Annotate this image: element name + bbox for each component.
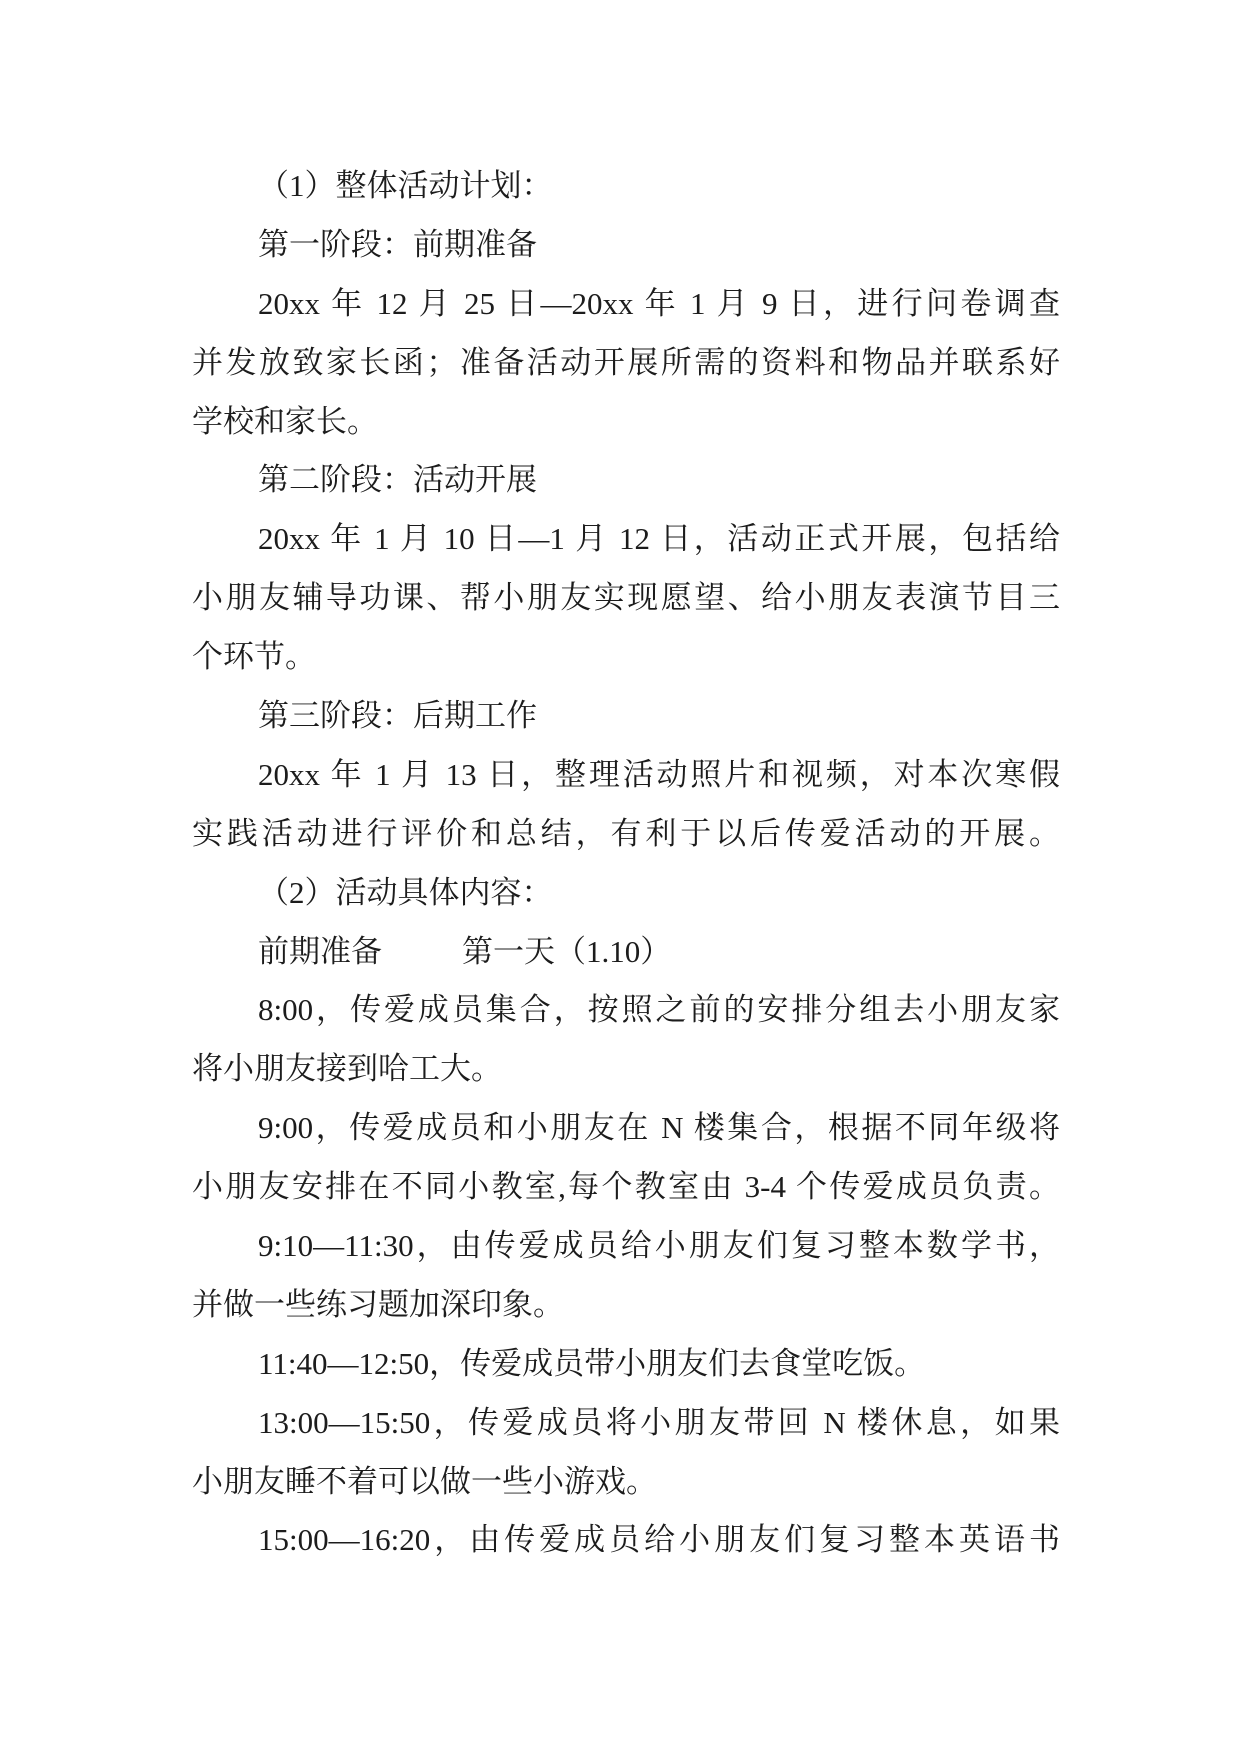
document-body (192, 157, 1060, 1570)
text-line: 小朋友安排在不同小教室,每个教室由 3-4 个传爱成员负责。 (192, 1169, 1060, 1205)
paragraph-section-2 (192, 864, 1060, 923)
text-line: 20xx 年 12 月 25 日—20xx 年 1 月 9 日，进行问卷调查 (258, 285, 1060, 321)
stage-heading: 第一阶段：前期准备 (258, 226, 537, 262)
paragraph-stage-3-body (192, 746, 1060, 864)
text-line: 学校和家长。 (192, 403, 378, 439)
paragraph-schedule-item (192, 1099, 1060, 1217)
section-heading: （1）整体活动计划： (258, 168, 553, 203)
paragraph-stage-1-body (192, 275, 1060, 452)
paragraph-stage-3-heading (192, 687, 1060, 746)
stage-heading: 第三阶段：后期工作 (258, 698, 537, 734)
text-line: 9:00，传爱成员和小朋友在 N 楼集合，根据不同年级将 (258, 1110, 1060, 1146)
section-heading: （2）活动具体内容： (258, 874, 553, 910)
text-line: 小朋友辅导功课、帮小朋友实现愿望、给小朋友表演节目三 (192, 580, 1060, 616)
text-line: 15:00—16:20，由传爱成员给小朋友们复习整本英语书 (258, 1522, 1060, 1558)
schedule-label: 前期准备 (258, 933, 382, 969)
paragraph-schedule-item (192, 1394, 1060, 1512)
schedule-heading (192, 923, 1060, 982)
paragraph-schedule-item (192, 1217, 1060, 1335)
text-line: 9:10—11:30，由传爱成员给小朋友们复习整本数学书， (258, 1228, 1060, 1264)
paragraph-section-1 (192, 157, 1060, 216)
text-line: 20xx 年 1 月 10 日—1 月 12 日，活动正式开展，包括给 (258, 521, 1060, 557)
text-line: 13:00—15:50，传爱成员将小朋友带回 N 楼休息，如果 (258, 1404, 1060, 1440)
text-line: 实践活动进行评价和总结，有利于以后传爱活动的开展。 (192, 815, 1060, 851)
text-line: 小朋友睡不着可以做一些小游戏。 (192, 1463, 657, 1499)
text-line: 个环节。 (192, 639, 316, 675)
paragraph-stage-2-body (192, 510, 1060, 687)
schedule-day: 第一天（1.10） (462, 933, 672, 969)
text-line: 11:40—12:50，传爱成员带小朋友们去食堂吃饭。 (258, 1345, 926, 1381)
stage-heading: 第二阶段：活动开展 (258, 462, 537, 498)
paragraph-schedule-item (192, 1335, 1060, 1394)
text-line: 将小朋友接到哈工大。 (192, 1051, 502, 1087)
text-line: 并发放致家长函；准备活动开展所需的资料和物品并联系好 (192, 344, 1060, 380)
text-line: 8:00，传爱成员集合，按照之前的安排分组去小朋友家 (258, 992, 1060, 1028)
paragraph-stage-2-heading (192, 451, 1060, 510)
paragraph-stage-1-heading (192, 216, 1060, 275)
paragraph-schedule-heading (192, 923, 1060, 982)
text-line: 20xx 年 1 月 13 日，整理活动照片和视频，对本次寒假 (258, 756, 1060, 792)
text-line: 并做一些练习题加深印象。 (192, 1286, 564, 1322)
paragraph-schedule-item (192, 1511, 1060, 1570)
paragraph-schedule-item (192, 981, 1060, 1099)
